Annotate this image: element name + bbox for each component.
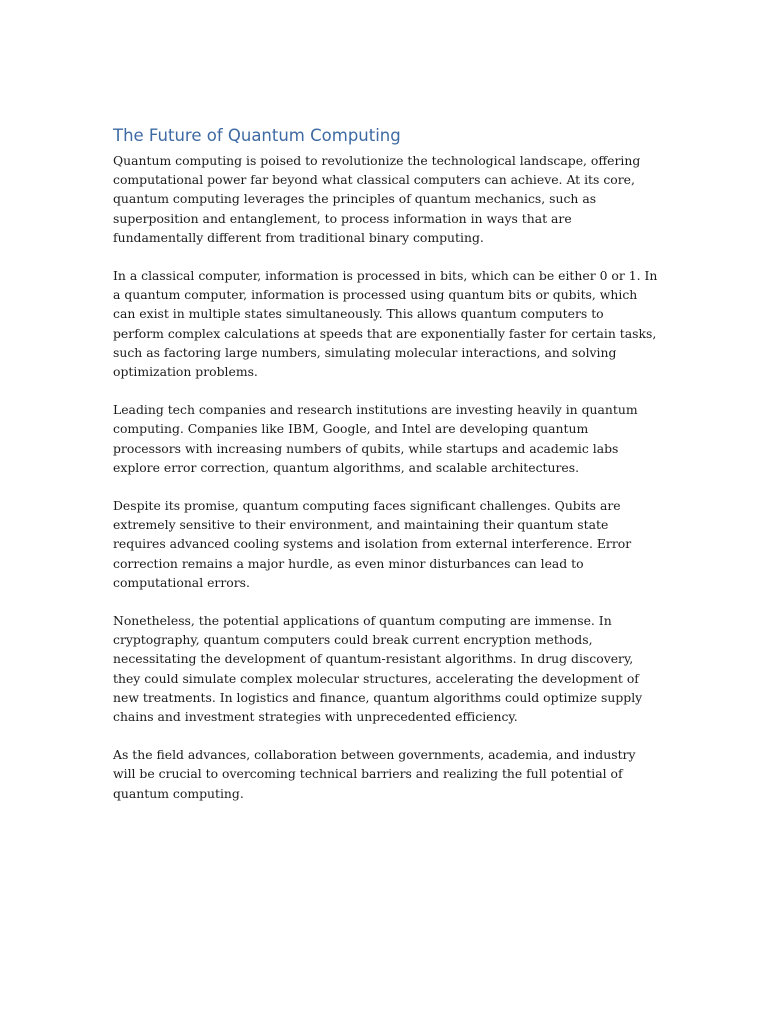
paragraph-classical-vs-quantum: In a classical computer, information is processed in bits, which can be either 0 or 1. In a quantum computer, information is processed using quantum bits or qubits, which can exist in multiple states simultaneously. This allows quantum computers to perform complex calculations at speeds that are exponentially faster for certain tasks, such as factoring large numbers, simulating molecular interactions, and solving optimization problems. <box>113 268 658 380</box>
paragraph-industry-investment: Leading tech companies and research institutions are investing heavily in quantum computing. Companies like IBM, Google, and Intel are developing quantum processors with increasing numbers of qubits, while startups and academic labs explore error correction, quantum algorithms, and scalable architectures. <box>113 402 638 475</box>
document-title: The Future of Quantum Computing <box>113 126 401 145</box>
paragraph-conclusion: As the field advances, collaboration between governments, academia, and industry will be crucial to overcoming technical barriers and realizing the full potential of quantum computing. <box>113 747 636 801</box>
paragraph-intro: Quantum computing is poised to revolutionize the technological landscape, offering computational power far beyond what classical computers can achieve. At its core, quantum computing leverages the principles of quantum mechanics, such as superposition and entanglement, to process information in ways that are fundamentally different from traditional binary computing. <box>113 153 641 245</box>
paragraph-challenges: Despite its promise, quantum computing faces significant challenges. Qubits are extremely sensitive to their environment, and maintaining their quantum state requires advanced cooling systems and isolation from external interference. Error correction remains a major hurdle, as even minor disturbances can lead to computational errors. <box>113 498 632 590</box>
document-body <box>113 124 658 822</box>
paragraph-applications: Nonetheless, the potential applications of quantum computing are immense. In cryptography, quantum computers could break current encryption methods, necessitating the development of quantum-resistant algorithms. In drug discovery, they could simulate complex molecular structures, accelerating the development of new treatments. In logistics and finance, quantum algorithms could optimize supply chains and investment strategies with unprecedented efficiency. <box>113 613 643 725</box>
